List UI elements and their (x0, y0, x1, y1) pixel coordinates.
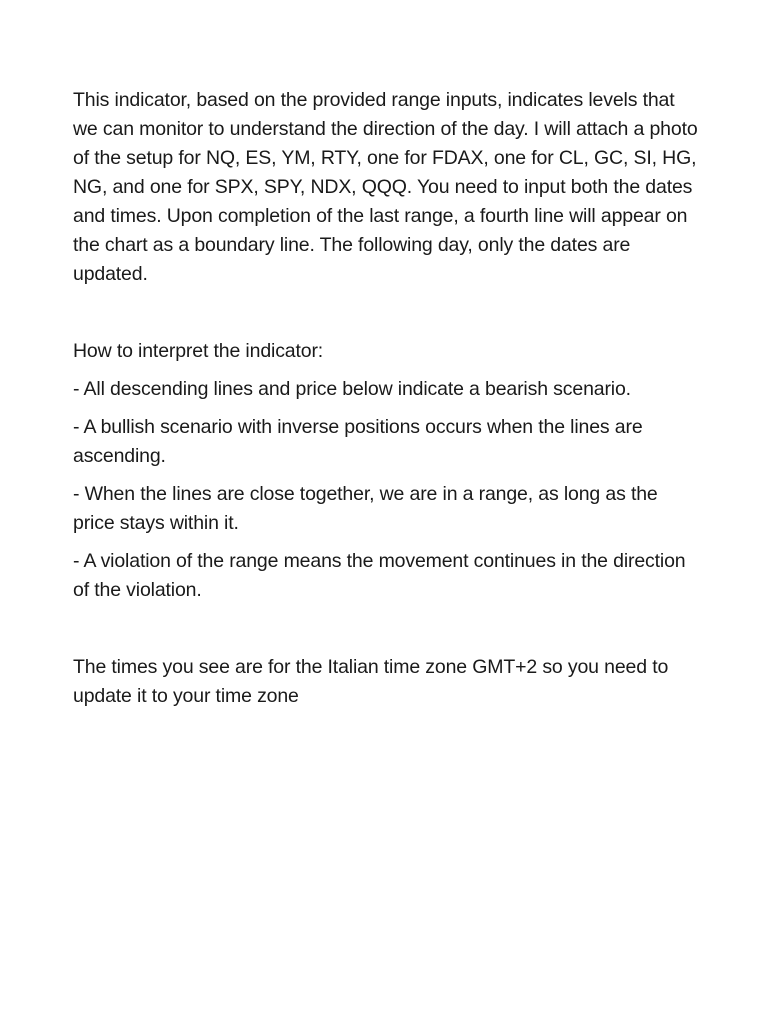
interpret-heading: How to interpret the indicator: (73, 340, 324, 362)
timezone-note: The times you see are for the Italian time zone GMT+2 so you need to update it to your time zone (73, 656, 669, 707)
document-body (73, 86, 703, 711)
bullet-bullish: - A bullish scenario with inverse positions occurs when the lines are ascending. (73, 416, 643, 467)
bullet-violation: - A violation of the range means the movement continues in the direction of the violation. (73, 550, 686, 601)
bullet-range: - When the lines are close together, we are in a range, as long as the price stays within it. (73, 483, 658, 534)
intro-paragraph: This indicator, based on the provided range inputs, indicates levels that we can monitor to understand the direction of the day. I will attach a photo of the setup for NQ, ES, YM, RTY, one for FDAX, one for CL, GC, SI, HG, NG, and one for SPX, SPY, NDX, QQQ. You need to input both the dates and times. Upon completion of the last range, a fourth line will appear on the chart as a boundary line. The following day, only the dates are updated. (73, 89, 698, 285)
bullet-bearish: - All descending lines and price below indicate a bearish scenario. (73, 378, 631, 400)
